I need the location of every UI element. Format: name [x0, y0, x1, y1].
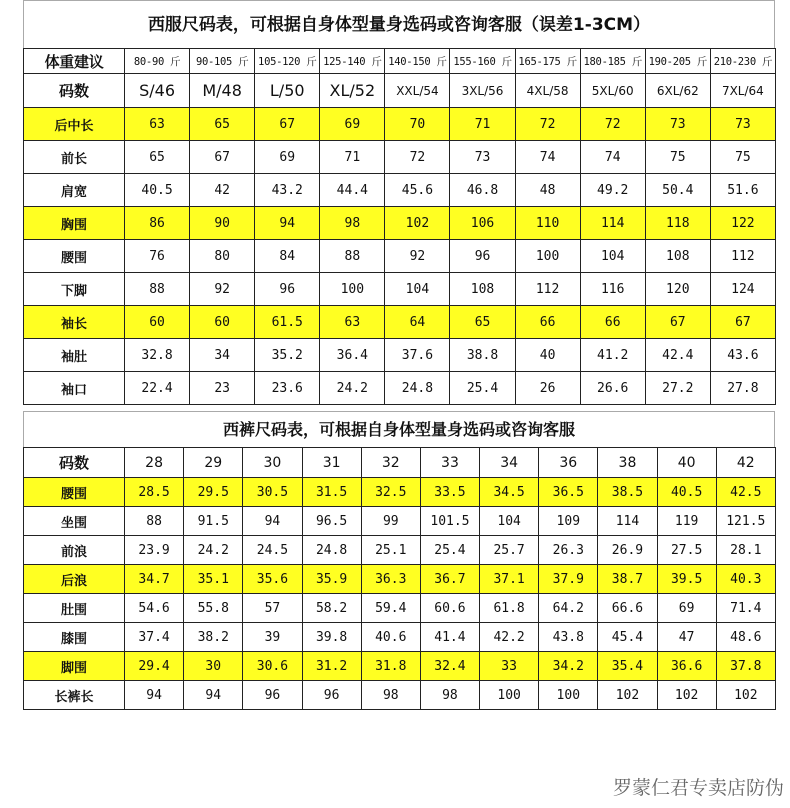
size-cell: 4XL/58 [515, 74, 580, 108]
value-cell: 36.6 [657, 652, 716, 681]
value-cell: 41.2 [580, 339, 645, 372]
value-cell: 104 [385, 273, 450, 306]
row-label: 下脚 [24, 273, 125, 306]
jacket-size-table [23, 48, 776, 405]
table-row [24, 623, 776, 652]
value-cell: 37.4 [125, 623, 184, 652]
row-label: 膝围 [24, 623, 125, 652]
value-cell: 25.4 [420, 536, 479, 565]
value-cell: 23.9 [125, 536, 184, 565]
value-cell: 47 [657, 623, 716, 652]
value-cell: 108 [450, 273, 515, 306]
table-row [24, 565, 776, 594]
value-cell: 29.5 [184, 478, 243, 507]
value-cell: 37.8 [716, 652, 775, 681]
value-cell: 99 [361, 507, 420, 536]
value-cell: 88 [320, 240, 385, 273]
value-cell: 40.5 [657, 478, 716, 507]
value-cell: 33.5 [420, 478, 479, 507]
value-cell: 39.8 [302, 623, 361, 652]
store-watermark: 罗蒙仁君专卖店防伪 [612, 777, 784, 799]
size-cell: M/48 [190, 74, 255, 108]
value-cell: 58.2 [302, 594, 361, 623]
value-cell: 37.6 [385, 339, 450, 372]
value-cell: 102 [385, 207, 450, 240]
table-row [24, 141, 776, 174]
row-label: 袖长 [24, 306, 125, 339]
weight-cell: 155-160 斤 [450, 49, 515, 74]
value-cell: 94 [243, 507, 302, 536]
value-cell: 102 [598, 681, 657, 710]
value-cell: 28.5 [125, 478, 184, 507]
value-cell: 34.5 [480, 478, 539, 507]
value-cell: 124 [710, 273, 775, 306]
value-cell: 26.6 [580, 372, 645, 405]
value-cell: 71 [320, 141, 385, 174]
value-cell: 76 [125, 240, 190, 273]
value-cell: 35.6 [243, 565, 302, 594]
value-cell: 67 [710, 306, 775, 339]
value-cell: 25.4 [450, 372, 515, 405]
value-cell: 63 [320, 306, 385, 339]
value-cell: 104 [480, 507, 539, 536]
value-cell: 73 [645, 108, 710, 141]
value-cell: 66 [515, 306, 580, 339]
row-label: 后浪 [24, 565, 125, 594]
size-chart-sheet [23, 0, 775, 710]
value-cell: 35.9 [302, 565, 361, 594]
weight-cell: 125-140 斤 [320, 49, 385, 74]
value-cell: 109 [539, 507, 598, 536]
value-cell: 94 [184, 681, 243, 710]
table-row [24, 478, 776, 507]
value-cell: 34.7 [125, 565, 184, 594]
table-row [24, 372, 776, 405]
value-cell: 29.4 [125, 652, 184, 681]
value-cell: 72 [515, 108, 580, 141]
size-cell: 30 [243, 448, 302, 478]
row-label: 腰围 [24, 240, 125, 273]
value-cell: 98 [361, 681, 420, 710]
row-label: 坐围 [24, 507, 125, 536]
value-cell: 112 [515, 273, 580, 306]
size-cell: 40 [657, 448, 716, 478]
value-cell: 40.5 [125, 174, 190, 207]
row-label: 后中长 [24, 108, 125, 141]
value-cell: 36.3 [361, 565, 420, 594]
size-header-row [24, 74, 776, 108]
pants-size-table [23, 447, 776, 710]
value-cell: 65 [125, 141, 190, 174]
table-row [24, 108, 776, 141]
value-cell: 42.4 [645, 339, 710, 372]
value-cell: 39.5 [657, 565, 716, 594]
value-cell: 67 [645, 306, 710, 339]
size-cell: 32 [361, 448, 420, 478]
value-cell: 44.4 [320, 174, 385, 207]
value-cell: 72 [580, 108, 645, 141]
value-cell: 27.8 [710, 372, 775, 405]
value-cell: 96 [302, 681, 361, 710]
value-cell: 34.2 [539, 652, 598, 681]
row-label: 前浪 [24, 536, 125, 565]
value-cell: 43.6 [710, 339, 775, 372]
value-cell: 60.6 [420, 594, 479, 623]
value-cell: 38.2 [184, 623, 243, 652]
value-cell: 122 [710, 207, 775, 240]
value-cell: 92 [385, 240, 450, 273]
size-cell: XXL/54 [385, 74, 450, 108]
value-cell: 65 [190, 108, 255, 141]
value-cell: 66.6 [598, 594, 657, 623]
weight-cell: 165-175 斤 [515, 49, 580, 74]
value-cell: 35.2 [255, 339, 320, 372]
row-label: 脚围 [24, 652, 125, 681]
value-cell: 54.6 [125, 594, 184, 623]
value-cell: 88 [125, 507, 184, 536]
value-cell: 35.1 [184, 565, 243, 594]
value-cell: 61.8 [480, 594, 539, 623]
row-label: 腰围 [24, 478, 125, 507]
value-cell: 114 [580, 207, 645, 240]
value-cell: 38.8 [450, 339, 515, 372]
value-cell: 57 [243, 594, 302, 623]
size-cell: 33 [420, 448, 479, 478]
value-cell: 31.5 [302, 478, 361, 507]
value-cell: 45.6 [385, 174, 450, 207]
value-cell: 114 [598, 507, 657, 536]
value-cell: 22.4 [125, 372, 190, 405]
size-cell: 7XL/64 [710, 74, 775, 108]
value-cell: 112 [710, 240, 775, 273]
value-cell: 31.2 [302, 652, 361, 681]
table-row [24, 306, 776, 339]
value-cell: 102 [716, 681, 775, 710]
value-cell: 92 [190, 273, 255, 306]
table-row [24, 652, 776, 681]
size-cell: 3XL/56 [450, 74, 515, 108]
value-cell: 51.6 [710, 174, 775, 207]
table-row [24, 273, 776, 306]
value-cell: 32.8 [125, 339, 190, 372]
value-cell: 96.5 [302, 507, 361, 536]
value-cell: 32.5 [361, 478, 420, 507]
value-cell: 120 [645, 273, 710, 306]
value-cell: 24.5 [243, 536, 302, 565]
size-cell: 5XL/60 [580, 74, 645, 108]
row-label: 肩宽 [24, 174, 125, 207]
value-cell: 100 [539, 681, 598, 710]
value-cell: 69 [657, 594, 716, 623]
value-cell: 42.5 [716, 478, 775, 507]
value-cell: 110 [515, 207, 580, 240]
value-cell: 101.5 [420, 507, 479, 536]
value-cell: 75 [645, 141, 710, 174]
value-cell: 100 [515, 240, 580, 273]
value-cell: 30.6 [243, 652, 302, 681]
size-cell: 36 [539, 448, 598, 478]
table-row [24, 536, 776, 565]
value-cell: 35.4 [598, 652, 657, 681]
value-cell: 100 [320, 273, 385, 306]
weight-cell: 90-105 斤 [190, 49, 255, 74]
value-cell: 64 [385, 306, 450, 339]
table-row [24, 174, 776, 207]
value-cell: 96 [255, 273, 320, 306]
row-label: 肚围 [24, 594, 125, 623]
value-cell: 42.2 [480, 623, 539, 652]
value-cell: 86 [125, 207, 190, 240]
size-cell: 31 [302, 448, 361, 478]
value-cell: 30 [184, 652, 243, 681]
value-cell: 100 [480, 681, 539, 710]
value-cell: 71.4 [716, 594, 775, 623]
value-cell: 74 [580, 141, 645, 174]
size-header-row [24, 448, 776, 478]
value-cell: 25.1 [361, 536, 420, 565]
value-cell: 70 [385, 108, 450, 141]
value-cell: 36.4 [320, 339, 385, 372]
value-cell: 48.6 [716, 623, 775, 652]
value-cell: 25.7 [480, 536, 539, 565]
value-cell: 91.5 [184, 507, 243, 536]
weight-cell: 105-120 斤 [255, 49, 320, 74]
value-cell: 24.2 [184, 536, 243, 565]
value-cell: 40 [515, 339, 580, 372]
value-cell: 24.8 [302, 536, 361, 565]
value-cell: 67 [255, 108, 320, 141]
value-cell: 69 [320, 108, 385, 141]
value-cell: 38.5 [598, 478, 657, 507]
value-cell: 61.5 [255, 306, 320, 339]
size-cell: 38 [598, 448, 657, 478]
value-cell: 63 [125, 108, 190, 141]
value-cell: 42 [190, 174, 255, 207]
value-cell: 48 [515, 174, 580, 207]
row-label: 长裤长 [24, 681, 125, 710]
value-cell: 94 [125, 681, 184, 710]
value-cell: 102 [657, 681, 716, 710]
value-cell: 34 [190, 339, 255, 372]
value-cell: 75 [710, 141, 775, 174]
value-cell: 67 [190, 141, 255, 174]
row-label: 胸围 [24, 207, 125, 240]
value-cell: 36.7 [420, 565, 479, 594]
value-cell: 64.2 [539, 594, 598, 623]
value-cell: 33 [480, 652, 539, 681]
weight-row [24, 49, 776, 74]
size-cell: 28 [125, 448, 184, 478]
weight-cell: 180-185 斤 [580, 49, 645, 74]
size-cell: L/50 [255, 74, 320, 108]
value-cell: 43.8 [539, 623, 598, 652]
weight-cell: 190-205 斤 [645, 49, 710, 74]
value-cell: 98 [320, 207, 385, 240]
value-cell: 108 [645, 240, 710, 273]
size-cell: 6XL/62 [645, 74, 710, 108]
value-cell: 23 [190, 372, 255, 405]
value-cell: 106 [450, 207, 515, 240]
value-cell: 24.2 [320, 372, 385, 405]
value-cell: 71 [450, 108, 515, 141]
value-cell: 39 [243, 623, 302, 652]
value-cell: 37.9 [539, 565, 598, 594]
value-cell: 104 [580, 240, 645, 273]
value-cell: 28.1 [716, 536, 775, 565]
size-cell: 34 [480, 448, 539, 478]
weight-cell: 210-230 斤 [710, 49, 775, 74]
size-cell: S/46 [125, 74, 190, 108]
value-cell: 31.8 [361, 652, 420, 681]
value-cell: 60 [125, 306, 190, 339]
value-cell: 24.8 [385, 372, 450, 405]
value-cell: 60 [190, 306, 255, 339]
value-cell: 94 [255, 207, 320, 240]
value-cell: 26.9 [598, 536, 657, 565]
value-cell: 59.4 [361, 594, 420, 623]
size-cell: XL/52 [320, 74, 385, 108]
value-cell: 65 [450, 306, 515, 339]
row-label: 袖口 [24, 372, 125, 405]
value-cell: 90 [190, 207, 255, 240]
value-cell: 73 [450, 141, 515, 174]
value-cell: 36.5 [539, 478, 598, 507]
table-row [24, 681, 776, 710]
value-cell: 26.3 [539, 536, 598, 565]
value-cell: 116 [580, 273, 645, 306]
size-label: 码数 [24, 448, 125, 478]
size-label: 码数 [24, 74, 125, 108]
value-cell: 27.5 [657, 536, 716, 565]
weight-cell: 80-90 斤 [125, 49, 190, 74]
table-row [24, 594, 776, 623]
value-cell: 119 [657, 507, 716, 536]
table-row [24, 240, 776, 273]
table-row [24, 507, 776, 536]
weight-cell: 140-150 斤 [385, 49, 450, 74]
value-cell: 73 [710, 108, 775, 141]
weight-label: 体重建议 [24, 49, 125, 74]
row-label: 前长 [24, 141, 125, 174]
value-cell: 37.1 [480, 565, 539, 594]
value-cell: 96 [450, 240, 515, 273]
value-cell: 72 [385, 141, 450, 174]
pants-chart-title: 西裤尺码表，可根据自身体型量身选码或咨询客服 [23, 411, 775, 447]
value-cell: 30.5 [243, 478, 302, 507]
table-row [24, 339, 776, 372]
value-cell: 98 [420, 681, 479, 710]
value-cell: 84 [255, 240, 320, 273]
value-cell: 66 [580, 306, 645, 339]
size-cell: 42 [716, 448, 775, 478]
value-cell: 46.8 [450, 174, 515, 207]
value-cell: 32.4 [420, 652, 479, 681]
value-cell: 40.6 [361, 623, 420, 652]
value-cell: 69 [255, 141, 320, 174]
row-label: 袖肚 [24, 339, 125, 372]
value-cell: 55.8 [184, 594, 243, 623]
jacket-chart-title: 西服尺码表，可根据自身体型量身选码或咨询客服（误差1-3CM） [23, 0, 775, 48]
value-cell: 80 [190, 240, 255, 273]
value-cell: 118 [645, 207, 710, 240]
value-cell: 26 [515, 372, 580, 405]
table-row [24, 207, 776, 240]
value-cell: 121.5 [716, 507, 775, 536]
value-cell: 45.4 [598, 623, 657, 652]
value-cell: 41.4 [420, 623, 479, 652]
value-cell: 96 [243, 681, 302, 710]
size-cell: 29 [184, 448, 243, 478]
value-cell: 40.3 [716, 565, 775, 594]
value-cell: 43.2 [255, 174, 320, 207]
value-cell: 23.6 [255, 372, 320, 405]
value-cell: 27.2 [645, 372, 710, 405]
value-cell: 49.2 [580, 174, 645, 207]
value-cell: 50.4 [645, 174, 710, 207]
value-cell: 88 [125, 273, 190, 306]
value-cell: 74 [515, 141, 580, 174]
value-cell: 38.7 [598, 565, 657, 594]
